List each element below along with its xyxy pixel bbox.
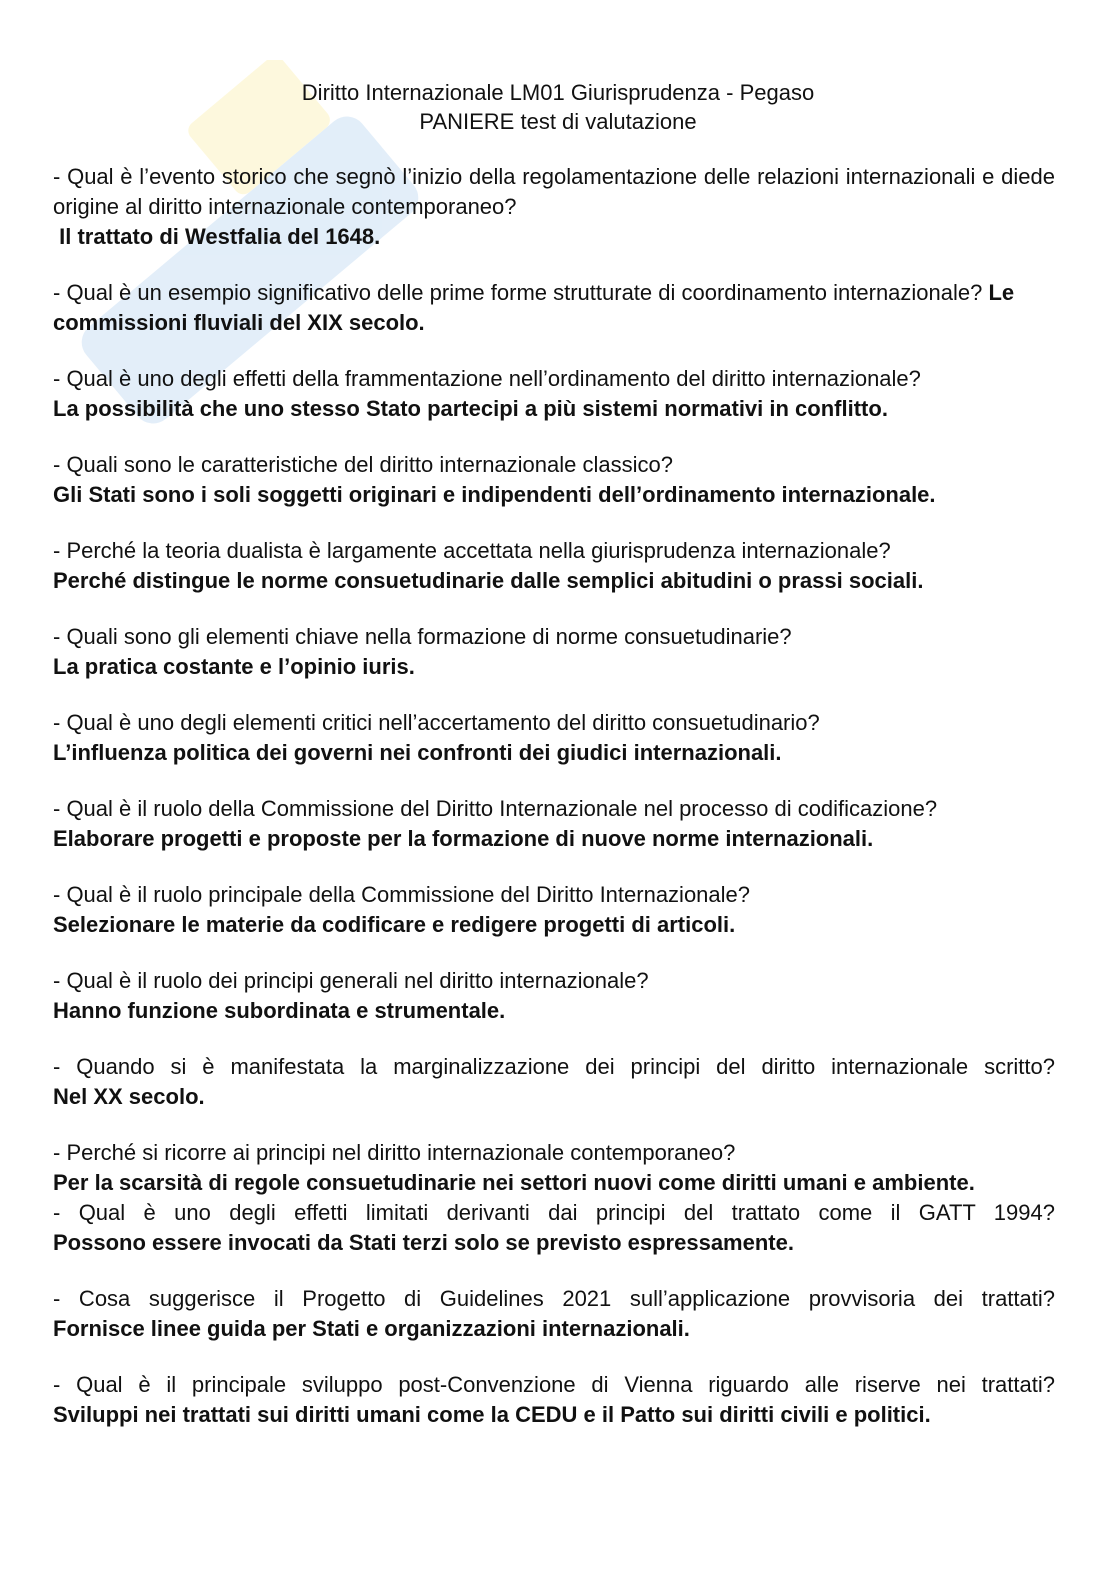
answer: Nel XX secolo. xyxy=(53,1084,205,1109)
qa-item xyxy=(53,622,1055,682)
document-subtitle: PANIERE test di valutazione xyxy=(419,109,697,134)
qa-item xyxy=(53,1052,1055,1112)
qa-item xyxy=(53,536,1055,596)
question: - Qual è uno degli effetti della frammentazione nell’ordinamento del diritto internazionale? xyxy=(53,366,921,391)
qa-item xyxy=(53,708,1055,768)
answer: Elaborare progetti e proposte per la formazione di nuove norme internazionali. xyxy=(53,826,874,851)
qa-item xyxy=(53,278,1055,338)
answer: Per la scarsità di regole consuetudinarie nei settori nuovi come diritti umani e ambiente. xyxy=(53,1170,975,1195)
qa-item xyxy=(53,162,1055,252)
answer: Possono essere invocati da Stati terzi solo se previsto espressamente. xyxy=(53,1230,794,1255)
qa-item xyxy=(53,794,1055,854)
answer: Selezionare le materie da codificare e redigere progetti di articoli. xyxy=(53,912,736,937)
question: - Qual è uno degli elementi critici nell’accertamento del diritto consuetudinario? xyxy=(53,710,820,735)
answer: L’influenza politica dei governi nei confronti dei giudici internazionali. xyxy=(53,740,782,765)
question: - Perché si ricorre ai principi nel diritto internazionale contemporaneo? xyxy=(53,1140,736,1165)
answer: Perché distingue le norme consuetudinarie dalle semplici abitudini o prassi sociali. xyxy=(53,568,924,593)
qa-item xyxy=(53,1138,1055,1198)
question: - Qual è uno degli effetti limitati derivanti dai principi del trattato come il GATT 1994? xyxy=(53,1200,1055,1225)
question: - Qual è il ruolo principale della Commissione del Diritto Internazionale? xyxy=(53,882,751,907)
qa-item xyxy=(53,1370,1055,1430)
question-list xyxy=(53,162,1055,1456)
answer: La possibilità che uno stesso Stato partecipi a più sistemi normativi in conflitto. xyxy=(53,396,888,421)
question: - Cosa suggerisce il Progetto di Guidelines 2021 sull’applicazione provvisoria dei trattati? xyxy=(53,1286,1055,1311)
question: - Qual è l’evento storico che segnò l’inizio della regolamentazione delle relazioni internazionali e diede origine al diritto internazionale contemporaneo? xyxy=(53,164,1055,219)
answer: Il trattato di Westfalia del 1648. xyxy=(53,224,381,249)
question: - Quali sono gli elementi chiave nella formazione di norme consuetudinarie? xyxy=(53,624,792,649)
question: - Qual è il ruolo della Commissione del Diritto Internazionale nel processo di codificazione? xyxy=(53,796,938,821)
answer: La pratica costante e l’opinio iuris. xyxy=(53,654,415,679)
answer: Gli Stati sono i soli soggetti originari e indipendenti dell’ordinamento internazionale. xyxy=(53,482,936,507)
document-header xyxy=(0,78,1116,136)
question: - Perché la teoria dualista è largamente accettata nella giurisprudenza internazionale? xyxy=(53,538,891,563)
qa-item xyxy=(53,450,1055,510)
question: - Quali sono le caratteristiche del diritto internazionale classico? xyxy=(53,452,673,477)
qa-item xyxy=(53,1198,1055,1258)
qa-item xyxy=(53,364,1055,424)
question: - Qual è un esempio significativo delle prime forme strutturate di coordinamento internazionale? xyxy=(53,280,989,305)
answer: Sviluppi nei trattati sui diritti umani come la CEDU e il Patto sui diritti civili e politici. xyxy=(53,1402,931,1427)
question: - Qual è il principale sviluppo post-Convenzione di Vienna riguardo alle riserve nei trattati? xyxy=(53,1372,1055,1397)
qa-item xyxy=(53,1284,1055,1344)
question: - Qual è il ruolo dei principi generali nel diritto internazionale? xyxy=(53,968,649,993)
qa-item xyxy=(53,966,1055,1026)
answer: Le commissioni fluviali del XIX secolo. xyxy=(53,280,1015,335)
question: - Quando si è manifestata la marginalizzazione dei principi del diritto internazionale scritto? xyxy=(53,1054,1055,1079)
qa-item xyxy=(53,880,1055,940)
document-title: Diritto Internazionale LM01 Giurisprudenza - Pegaso xyxy=(301,80,815,105)
answer: Hanno funzione subordinata e strumentale. xyxy=(53,998,506,1023)
answer: Fornisce linee guida per Stati e organizzazioni internazionali. xyxy=(53,1316,690,1341)
